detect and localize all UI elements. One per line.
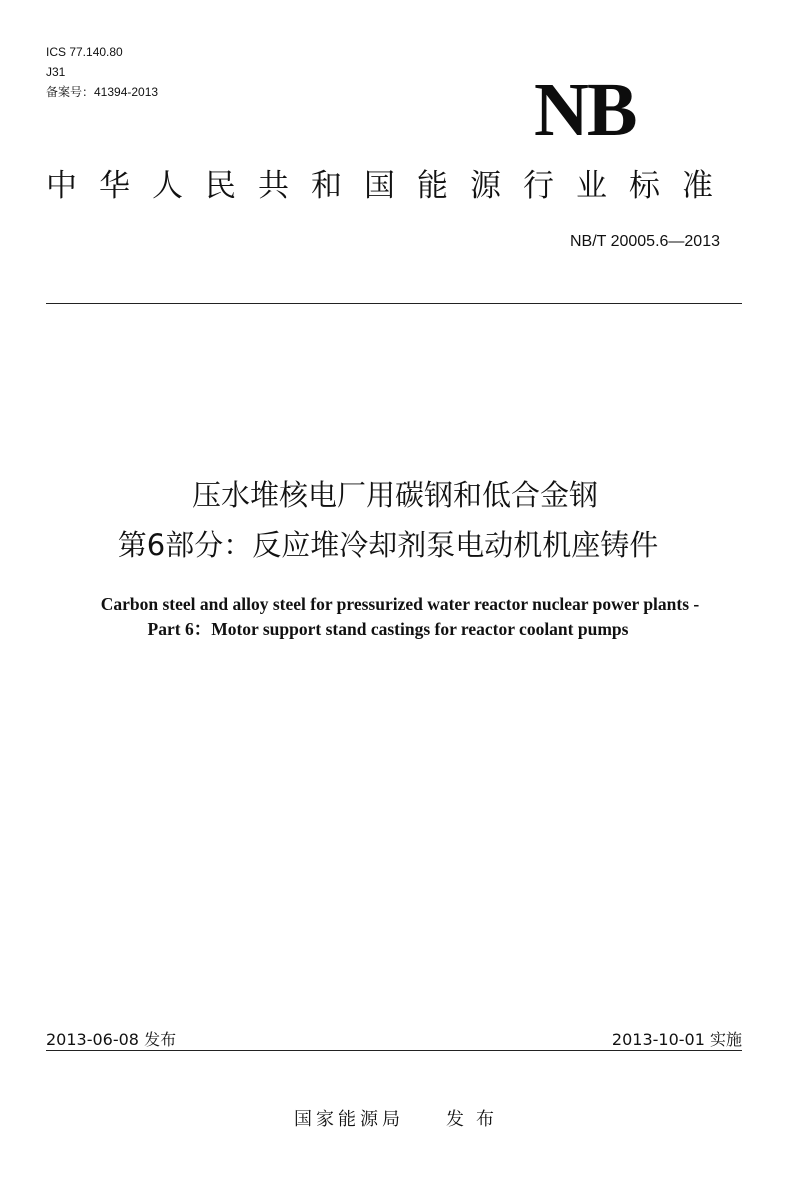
chinese-title [0, 470, 800, 570]
publish-date: 2013-06-08 发布 [46, 1030, 177, 1049]
standard-number: NB/T 20005.6—2013 [569, 233, 720, 250]
issuer-line [0, 1108, 800, 1132]
document-metadata [46, 42, 158, 102]
english-title-line-1: Carbon steel and alloy steel for pressurized water reactor nuclear power plants - [100, 594, 700, 614]
effective-date: 2013-10-01 实施 [611, 1030, 742, 1049]
bottom-divider [46, 1050, 742, 1051]
ics-code: ICS 77.140.80 [46, 45, 123, 59]
top-divider [46, 303, 742, 304]
issuer-action: 发布 [446, 1109, 506, 1130]
english-title [0, 592, 800, 642]
chinese-title-line-1: 压水堆核电厂用碳钢和低合金钢 [191, 478, 598, 512]
english-title-line-2: Part 6：Motor support stand castings for reactor coolant pumps [147, 619, 629, 639]
nb-logo: NB [534, 68, 636, 152]
issuer-name: 国家能源局 [294, 1109, 404, 1130]
standard-category-name: 中华人民共和国能源行业标准 [46, 168, 735, 204]
chinese-title-line-2: 第6部分：反应堆冷却剂泵电动机机座铸件 [117, 528, 659, 562]
ccs-code: J31 [46, 65, 66, 79]
record-number: 备案号：41394-2013 [46, 85, 159, 99]
